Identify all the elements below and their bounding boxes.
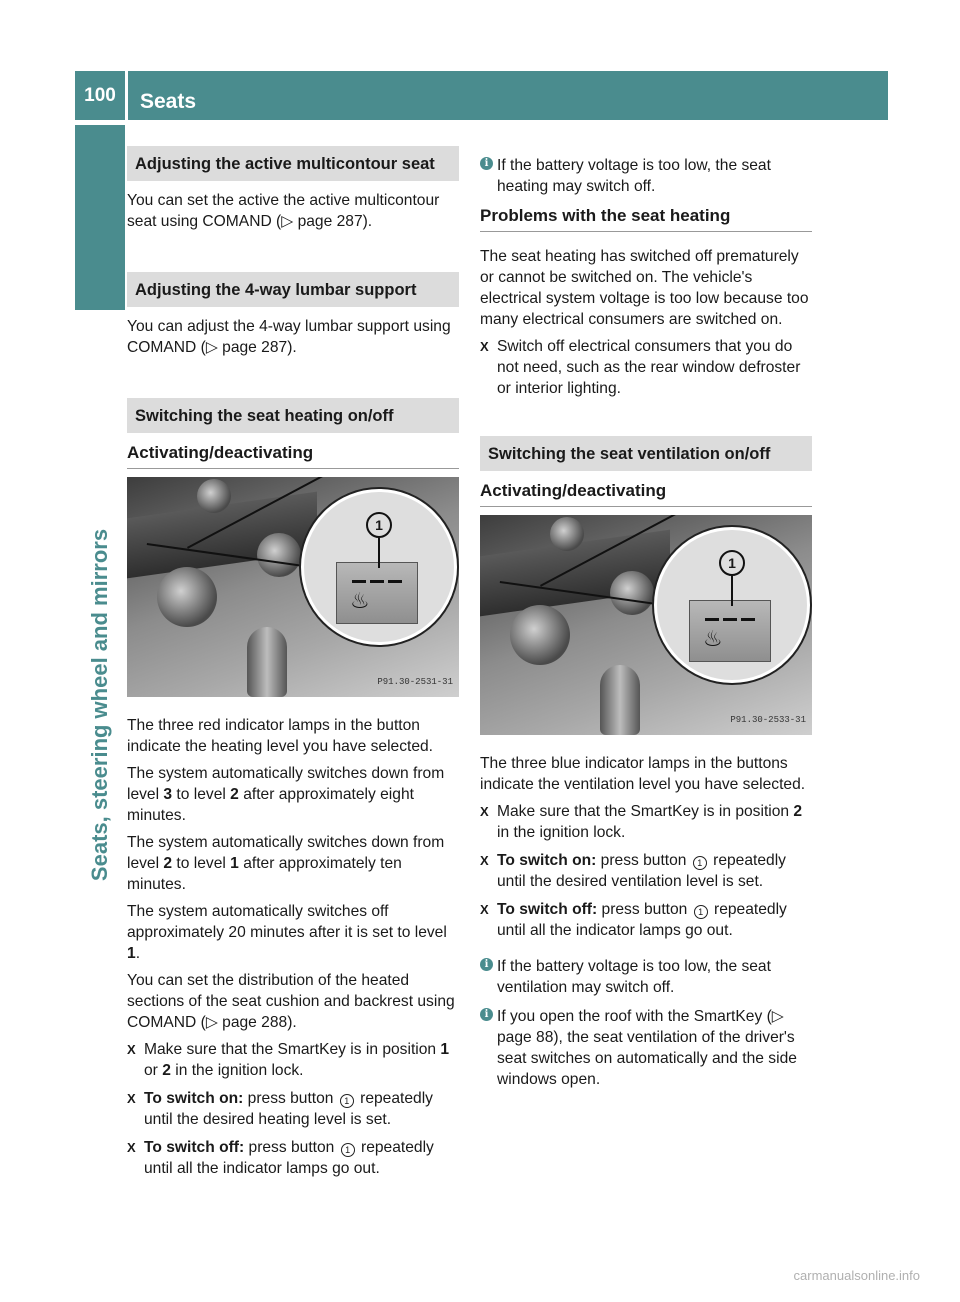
section-title-lumbar: Adjusting the 4-way lumbar support: [127, 272, 459, 307]
indicator-lamps: [705, 606, 761, 610]
footer-watermark: carmanualsonline.info: [793, 1268, 920, 1283]
figure-code: P91.30-2531-31: [377, 677, 453, 687]
sidebar-tab-marker: [75, 125, 125, 310]
seat-ventilation-icon: ♨: [703, 626, 723, 651]
figure-vent-left: [510, 605, 570, 665]
note-roof-smartkey: i If you open the roof with the SmartKey (▷ page 88), the seat ventilation of the driver's seat switches on automatically and the side windows open.: [480, 1006, 812, 1090]
button-1-icon: 1: [693, 856, 707, 870]
sidebar-chapter-label: Seats, steering wheel and mirrors: [87, 528, 112, 882]
indicator-lamp: [705, 618, 719, 621]
figure-knob: [550, 517, 584, 551]
step-arrow-icon: X: [127, 1091, 136, 1106]
subheading-problems-heating: Problems with the seat heating: [480, 205, 812, 232]
step-heating-off: X To switch off: press button 1 repeatedly until all the indicator lamps go out.: [127, 1139, 434, 1177]
right-column: [480, 155, 812, 1098]
seat-heating-figure: [127, 477, 459, 697]
indicator-lamp: [723, 618, 737, 621]
note-battery-heating: i If the battery voltage is too low, the seat heating may switch off.: [480, 155, 812, 197]
button-1-icon: 1: [694, 905, 708, 919]
indicator-lamp: [370, 580, 384, 583]
figure-zoom-circle: [301, 489, 457, 645]
callout-number: 1: [719, 550, 745, 576]
figure-code: P91.30-2533-31: [730, 715, 806, 725]
figure-knob: [197, 479, 231, 513]
heating-auto-down-3-text: The system automatically switches down from level 3 to level 2 after approximately eight minutes.: [127, 765, 445, 824]
section-title-multicontour: Adjusting the active multicontour seat: [127, 146, 459, 181]
subheading-activating-ventilation: Activating/deactivating: [480, 480, 812, 507]
indicator-lamps: [352, 568, 408, 572]
header-divider: [125, 71, 128, 120]
heating-auto-down-2-text: The system automatically switches down from level 2 to level 1 after approximately ten minutes.: [127, 834, 445, 893]
step-smartkey-heating: X Make sure that the SmartKey is in position 1 or 2 in the ignition lock.: [127, 1041, 450, 1079]
left-column: [127, 146, 459, 1186]
step-arrow-icon: X: [480, 853, 489, 868]
step-arrow-icon: X: [127, 1140, 136, 1155]
figure-pointer: [378, 538, 380, 568]
seat-heating-icon: ♨: [350, 588, 370, 613]
figure-pointer: [731, 576, 733, 606]
heating-lamps-text: The three red indicator lamps in the button indicate the heating level you have selected.: [127, 717, 434, 755]
heating-auto-off-text: The system automatically switches off approximately 20 minutes after it is set to level 1.: [127, 903, 447, 962]
step-arrow-icon: X: [480, 339, 489, 354]
step-arrow-icon: X: [480, 902, 489, 917]
note-battery-ventilation: i If the battery voltage is too low, the seat ventilation may switch off.: [480, 956, 812, 998]
step-ventilation-off: X To switch off: press button 1 repeatedly until all the indicator lamps go out.: [480, 901, 787, 939]
heating-distribution-text: You can set the distribution of the heated sections of the seat cushion and backrest using COMAND (▷ page 288).: [127, 972, 455, 1031]
step-heating-on: X To switch on: press button 1 repeatedly until the desired heating level is set.: [127, 1090, 433, 1128]
page-number: 100: [84, 85, 116, 106]
figure-gear-selector: [247, 627, 287, 697]
step-smartkey-ventilation: X Make sure that the SmartKey is in position 2 in the ignition lock.: [480, 803, 803, 841]
info-icon: i: [480, 157, 493, 170]
figure-gear-selector: [600, 665, 640, 735]
figure-zoom-circle: [654, 527, 810, 683]
step-ventilation-on: X To switch on: press button 1 repeatedly until the desired ventilation level is set.: [480, 852, 786, 890]
info-icon: i: [480, 958, 493, 971]
subheading-activating-heating: Activating/deactivating: [127, 442, 459, 469]
indicator-lamp: [388, 580, 402, 583]
section-title-seat-heating: Switching the seat heating on/off: [127, 398, 459, 433]
ventilation-lamps-text: The three blue indicator lamps in the buttons indicate the ventilation level you have selected.: [480, 755, 806, 793]
figure-vent-left: [157, 567, 217, 627]
seat-ventilation-figure: [480, 515, 812, 735]
info-icon: i: [480, 1008, 493, 1021]
header-bar: [75, 71, 888, 120]
figure-vent-right: [610, 571, 654, 615]
page-title: Seats: [140, 90, 197, 113]
problems-heating-text: The seat heating has switched off prematurely or cannot be switched on. The vehicle's electrical system voltage is too low because too many electrical consumers are switched on.: [480, 248, 809, 328]
multicontour-text: You can set the active the active multicontour seat using COMAND (▷ page 287).: [127, 192, 440, 230]
step-arrow-icon: X: [127, 1042, 136, 1057]
step-switch-off-consumers: X Switch off electrical consumers that you do not need, such as the rear window defroster or interior lighting.: [480, 338, 801, 397]
indicator-lamp: [352, 580, 366, 583]
indicator-lamp: [741, 618, 755, 621]
lumbar-text: You can adjust the 4-way lumbar support using COMAND (▷ page 287).: [127, 318, 451, 356]
section-title-seat-ventilation: Switching the seat ventilation on/off: [480, 436, 812, 471]
step-arrow-icon: X: [480, 804, 489, 819]
callout-number: 1: [366, 512, 392, 538]
button-1-icon: 1: [340, 1094, 354, 1108]
button-1-icon: 1: [341, 1143, 355, 1157]
figure-vent-right: [257, 533, 301, 577]
